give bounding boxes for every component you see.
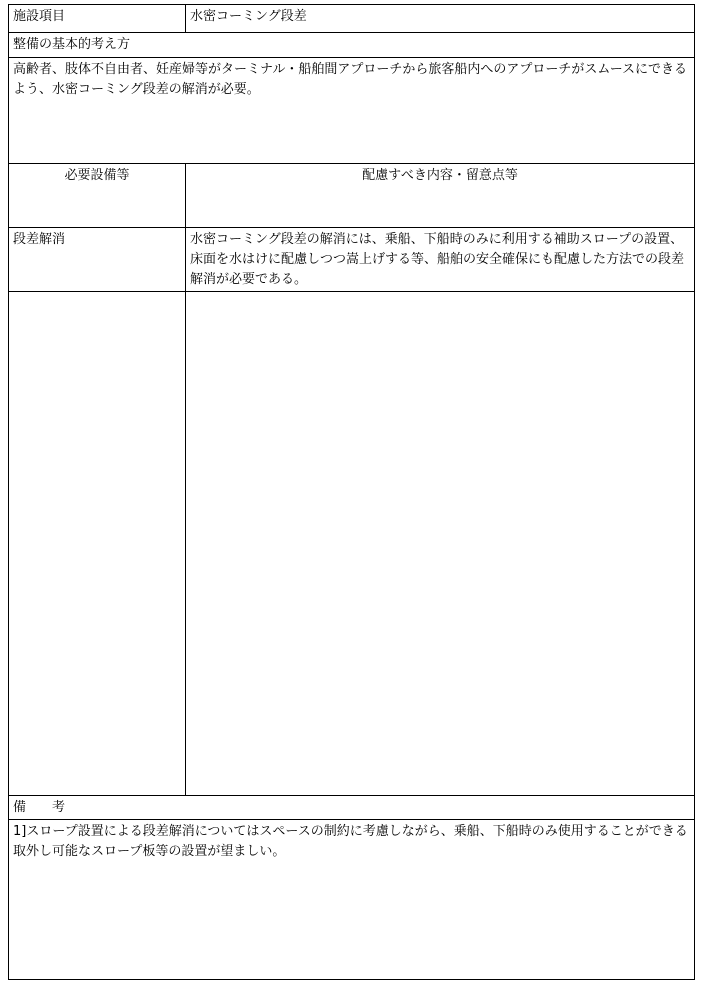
- empty-item-cell: [8, 291, 186, 796]
- empty-detail-cell: [185, 291, 695, 796]
- basic-approach-label: 整備の基本的考え方: [8, 32, 695, 58]
- required-equipment-header: 必要設備等: [8, 163, 186, 228]
- remarks-text: 1]スロープ設置による段差解消についてはスペースの制約に考慮しながら、乗船、下船時のみ使用することができる取外し可能なスロープ板等の設置が望ましい。: [8, 819, 695, 980]
- table-row-detail: 水密コーミング段差の解消には、乗船、下船時のみに利用する補助スロープの設置、床面を水はけに配慮しつつ嵩上げする等、船舶の安全確保にも配慮した方法での段差解消が必要である。: [185, 227, 695, 292]
- facility-label: 施設項目: [8, 4, 186, 33]
- facility-sheet: [8, 4, 695, 980]
- facility-value: 水密コーミング段差: [185, 4, 695, 33]
- considerations-header: 配慮すべき内容・留意点等: [185, 163, 695, 228]
- remarks-label: 備 考: [8, 795, 695, 820]
- table-row-item: 段差解消: [8, 227, 186, 292]
- basic-approach-text: 高齢者、肢体不自由者、妊産婦等がターミナル・船舶間アプローチから旅客船内へのアプローチがスムースにできるよう、水密コーミング段差の解消が必要。: [8, 57, 695, 164]
